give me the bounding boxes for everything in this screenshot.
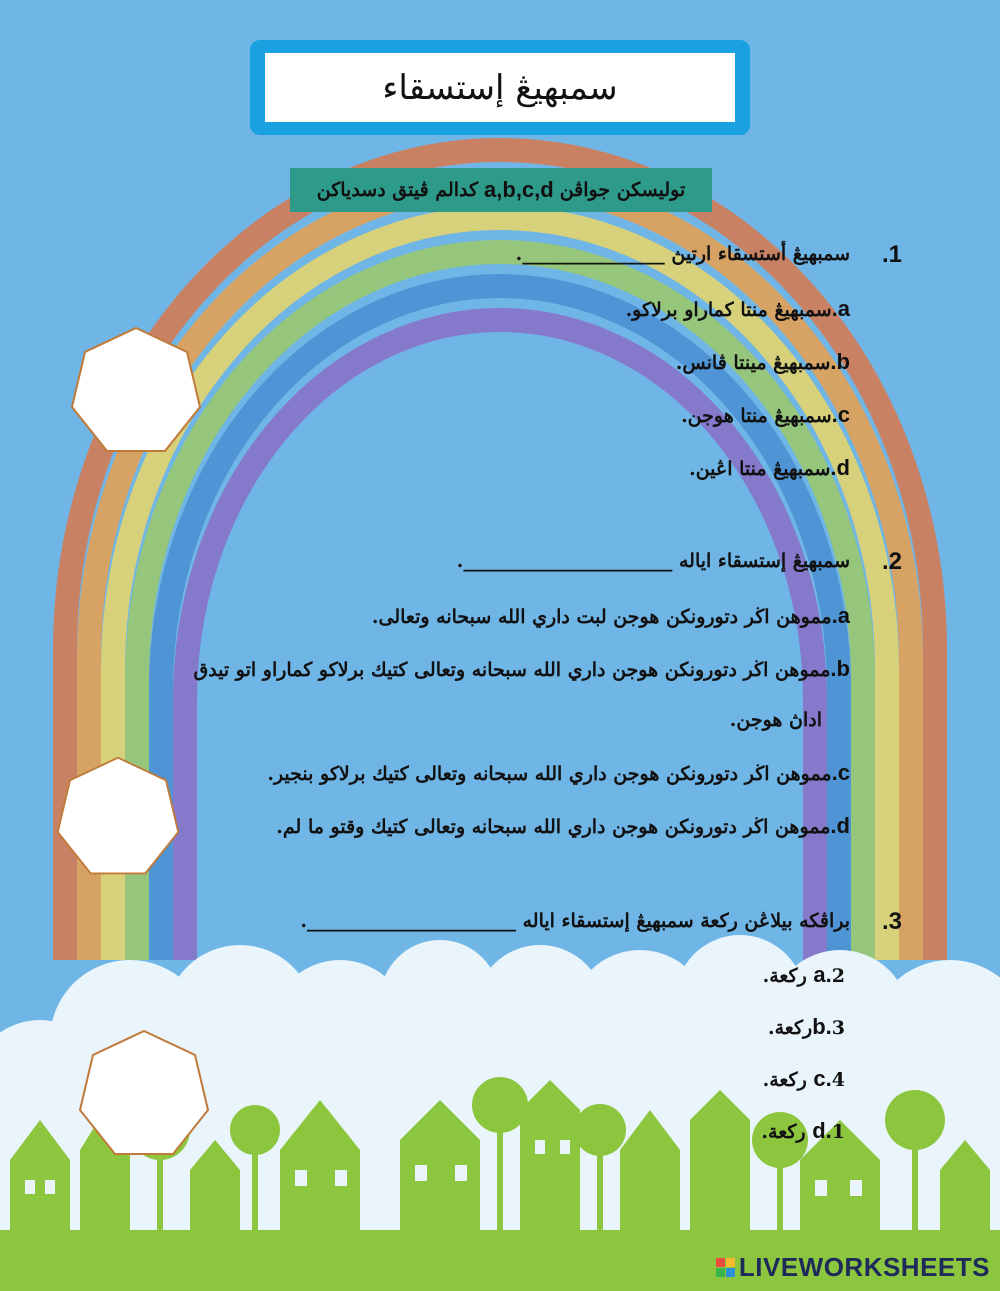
question-1-number: .1 (882, 241, 903, 268)
option-letter: a. (813, 962, 832, 987)
option-text: سمبهيڠ منتا اڠين. (689, 458, 831, 480)
liveworksheets-logo-icon (716, 1258, 735, 1277)
option-letter: c. (813, 1066, 832, 1091)
question-1-option-a (626, 296, 850, 322)
instruction-letters: a,b,c,d (484, 177, 554, 202)
question-1-option-d (689, 455, 850, 481)
question-3-option-b (768, 1014, 845, 1040)
question-1-option-b (676, 349, 850, 375)
option-text: سمبهيڠ منتا هوجن. (681, 405, 832, 427)
title-box (250, 40, 750, 135)
option-text: 3ركعة. (768, 1017, 845, 1039)
option-text: مموهن اڬر دتورونكن هوجن داري الله سبحانه وتعالى كتيك برلاكو بنجير. (267, 763, 832, 785)
option-text: مموهن اڬر دتورونكن هوجن داري الله سبحانه وتعالى كتيك برلاكو كماراو اتو تيدق (193, 659, 831, 681)
option-letter: b. (830, 349, 850, 374)
option-letter: c. (831, 402, 850, 427)
option-letter: a. (831, 296, 850, 321)
answer-box-question-3[interactable] (76, 1028, 212, 1160)
option-text: مموهن اڬر دتورونكن هوجن لبت داري الله سبحانه وتعالى. (371, 606, 832, 628)
option-text: مموهن اڬر دتورونكن هوجن داري الله سبحانه وتعالى كتيك وقتو ما لم. (276, 816, 831, 838)
option-text: 4 ركعة. (762, 1069, 845, 1091)
option-letter: a. (831, 603, 850, 628)
option-text: 1 ركعة. (761, 1121, 845, 1143)
option-letter: d. (812, 1118, 832, 1143)
question-1-text: سمبهيڠ أستسقاء ارتيڽ _______________. (515, 243, 850, 265)
question-2-option-c (267, 760, 850, 786)
option-letter: b. (812, 1014, 832, 1039)
question-1-option-c (681, 402, 850, 428)
question-3-text: براڤكه بيلاڠن ركعة سمبهيڠ إستسقاء اياله ______________________. (300, 910, 850, 932)
question-2-option-d (276, 813, 850, 839)
liveworksheets-brand[interactable] (716, 1252, 990, 1283)
option-letter: b. (830, 656, 850, 681)
instruction-text-before: توليسكن جواڤن (559, 179, 686, 201)
question-3-option-c (763, 1066, 845, 1092)
question-3-option-a (763, 962, 845, 988)
worksheet-title: سمبهيڠ إستسقاء (382, 67, 618, 108)
option-text: سمبهيڠ منتا كماراو برلاكو. (625, 299, 832, 321)
question-3-option-d (761, 1118, 845, 1144)
question-2-option-b-continued: اداڽ هوجن. (729, 709, 822, 731)
question-2-text: سمبهيڠ إستسقاء اياله ______________________. (456, 550, 850, 572)
question-3-number: .3 (882, 908, 903, 935)
answer-box-question-2[interactable] (54, 752, 182, 882)
answer-box-question-1[interactable] (68, 325, 204, 457)
option-letter: c. (831, 760, 850, 785)
question-2-number: .2 (882, 548, 903, 575)
title-inner (265, 53, 735, 122)
option-letter: d. (830, 813, 850, 838)
instruction-text-after: كدالم ڤيتق دسدياكن (316, 179, 479, 201)
question-2-option-a (372, 603, 850, 629)
option-text: 2 ركعة. (762, 965, 845, 987)
option-letter: d. (830, 455, 850, 480)
brand-text: LIVEWORKSHEETS (738, 1252, 990, 1282)
instruction-banner (290, 168, 712, 212)
question-2-option-b (193, 656, 850, 682)
option-text: سمبهيڠ مينتا ڤانس. (675, 352, 831, 374)
